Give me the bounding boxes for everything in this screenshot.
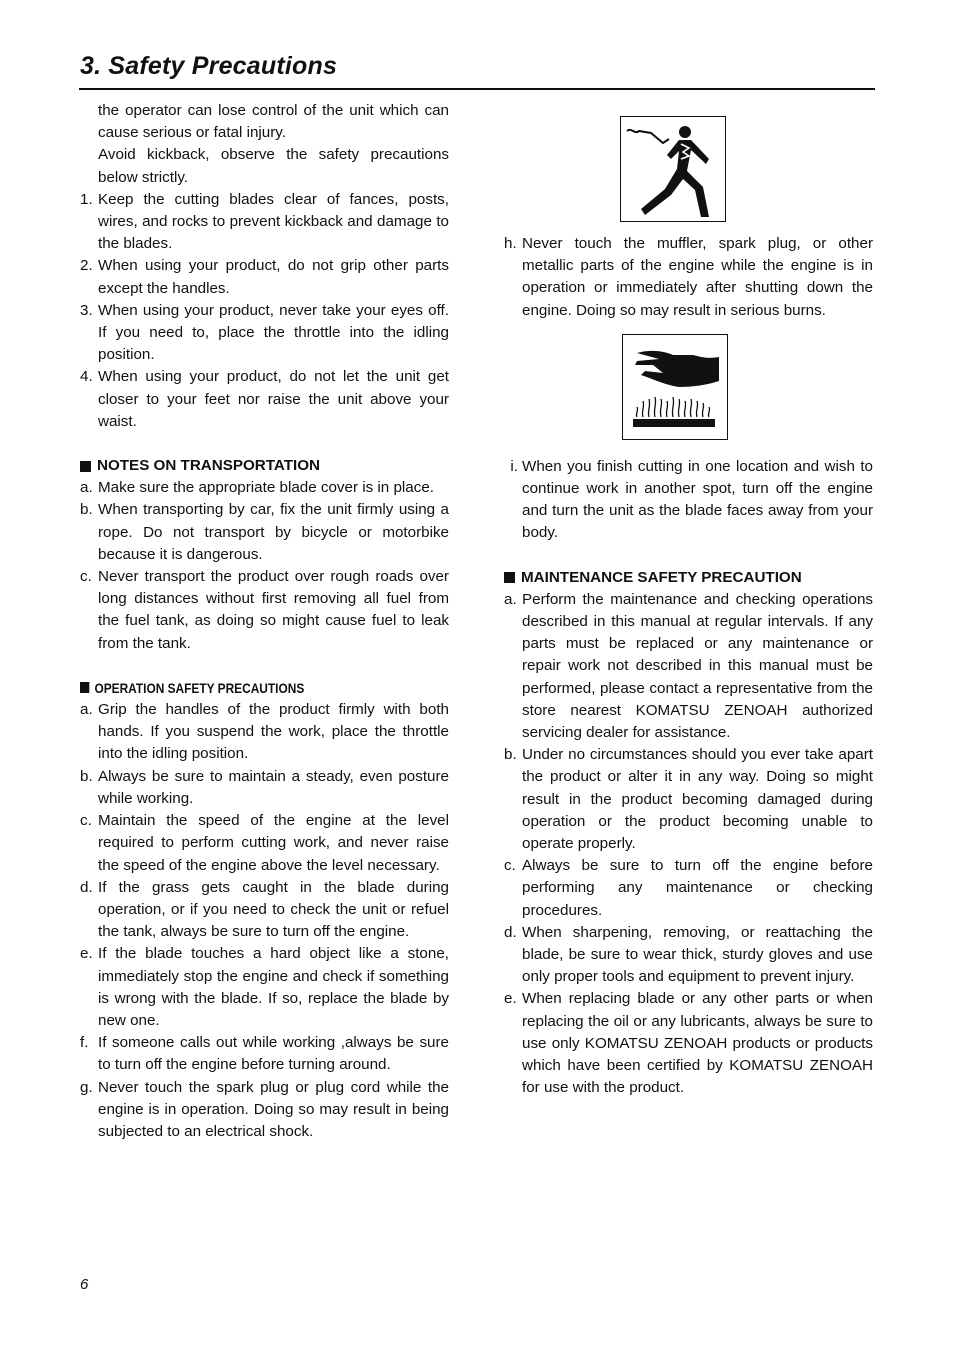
item-marker: b. bbox=[504, 746, 517, 764]
item-i bbox=[504, 456, 873, 545]
right-column bbox=[504, 100, 873, 1100]
item-marker: c. bbox=[80, 812, 92, 830]
item-marker: a. bbox=[80, 479, 93, 497]
item-marker: 3. bbox=[80, 301, 93, 319]
intro-paragraph-2: Avoid kickback, observe the safety precautions below strictly. bbox=[98, 146, 449, 186]
maintenance-item-c bbox=[504, 855, 873, 922]
item-marker: 1. bbox=[80, 190, 93, 208]
maintenance-item-d bbox=[504, 922, 873, 989]
item-text: Make sure the appropriate blade cover is in place. bbox=[98, 479, 435, 497]
transport-heading-text: NOTES ON TRANSPORTATION bbox=[97, 457, 321, 475]
item-marker: 4. bbox=[80, 368, 93, 386]
electric-shock-warning-icon bbox=[620, 116, 726, 222]
item-text: Perform the maintenance and checking operations described in this manual at regular intervals. If any parts must be replaced or any maintenance or repair work not described in this manual must be performed, please contact a representative from the store nearest KOMATSU ZENOAH authorized servicing dealer for assistance. bbox=[522, 590, 873, 742]
item-marker: b. bbox=[80, 767, 93, 785]
page-number: 6 bbox=[80, 1276, 89, 1293]
item-marker: a. bbox=[80, 701, 93, 719]
operation-item-a bbox=[80, 699, 449, 766]
transport-heading bbox=[80, 455, 449, 477]
operation-heading bbox=[80, 677, 394, 699]
operation-heading-text: OPERATION SAFETY PRECAUTIONS bbox=[94, 679, 305, 696]
item-text: When you finish cutting in one location and wish to continue work in another spot, turn off the engine and turn the unit as the blade faces away from your body. bbox=[522, 457, 873, 542]
item-marker: a. bbox=[504, 590, 517, 608]
operation-item-g bbox=[80, 1077, 449, 1144]
item-marker: h. bbox=[504, 235, 517, 252]
page-title: 3. Safety Precautions bbox=[80, 52, 338, 80]
operation-item-d bbox=[80, 877, 449, 944]
item-text: When using your product, do not let the unit get closer to your feet nor raise the unit above your waist. bbox=[98, 368, 449, 430]
operation-item-f bbox=[80, 1032, 449, 1076]
maintenance-item-b bbox=[504, 744, 873, 855]
operation-item-b bbox=[80, 766, 449, 810]
item-marker: 2. bbox=[80, 257, 93, 275]
item-marker: f. bbox=[80, 1034, 89, 1052]
kickback-item-3 bbox=[80, 300, 449, 367]
kickback-item-2 bbox=[80, 255, 449, 299]
item-text: Never touch the muffler, spark plug, or other metallic parts of the engine while the engine is in operation or immediately after shutting down the engine. Doing so may result in serious burns. bbox=[522, 235, 873, 319]
item-marker: g. bbox=[80, 1078, 93, 1096]
item-text: When sharpening, removing, or reattaching the blade, be sure to wear thick, sturdy gloves and use only proper tools and equipment to prevent injury. bbox=[522, 923, 873, 986]
bullet-square-icon bbox=[80, 682, 89, 693]
item-text: Keep the cutting blades clear of fances, posts, wires, and rocks to prevent kickback and damage to the blades. bbox=[98, 190, 449, 253]
left-column bbox=[80, 100, 449, 1143]
item-text: When using your product, do not grip other parts except the handles. bbox=[98, 257, 449, 297]
intro-paragraph-1: the operator can lose control of the unit which can cause serious or fatal injury. bbox=[98, 102, 449, 142]
bullet-square-icon bbox=[504, 572, 515, 583]
item-text: If the blade touches a hard object like a stone, immediately stop the engine and check if something is wrong with the blade. If so, replace the blade by new one. bbox=[98, 945, 449, 1029]
item-marker: e. bbox=[504, 990, 517, 1008]
maintenance-item-a bbox=[504, 589, 873, 744]
header-rule bbox=[79, 88, 875, 90]
maintenance-heading bbox=[504, 567, 873, 589]
hot-surface-warning-icon bbox=[622, 334, 728, 440]
transport-item-a bbox=[80, 477, 449, 499]
item-marker: d. bbox=[80, 878, 93, 896]
item-h bbox=[504, 233, 873, 322]
transport-item-c bbox=[80, 566, 449, 655]
item-marker: c. bbox=[504, 857, 516, 875]
maintenance-heading-text: MAINTENANCE SAFETY PRECAUTION bbox=[521, 568, 802, 586]
bullet-square-icon bbox=[80, 461, 91, 472]
item-marker: e. bbox=[80, 945, 93, 963]
kickback-item-1 bbox=[80, 189, 449, 256]
item-text: When replacing blade or any other parts or when replacing the oil or any lubricants, always be sure to use only KOMATSU ZENOAH products or products which have been certified by KOMATSU ZENOAH for use with the product. bbox=[522, 990, 873, 1097]
operation-item-e bbox=[80, 943, 449, 1032]
item-text: When transporting by car, fix the unit firmly using a rope. Do not transport by bicycle or motorbike because it is dangerous. bbox=[98, 501, 449, 563]
item-marker: c. bbox=[80, 568, 92, 586]
operation-item-c bbox=[80, 810, 449, 877]
item-text: Never touch the spark plug or plug cord while the engine is in operation. Doing so may result in being subjected to an electrical shock. bbox=[98, 1078, 449, 1140]
kickback-item-4 bbox=[80, 366, 449, 433]
item-text: Under no circumstances should you ever take apart the product or alter it in any way. Doing so might result in the product becoming damaged during operation or the product becoming unable to operate properly. bbox=[522, 746, 873, 853]
item-text: If someone calls out while working ,always be sure to turn off the engine before turning around. bbox=[98, 1034, 449, 1074]
transport-item-b bbox=[80, 499, 449, 566]
item-marker: d. bbox=[504, 923, 517, 941]
item-text: Always be sure to turn off the engine before performing any maintenance or checking procedures. bbox=[522, 857, 873, 919]
item-text: Maintain the speed of the engine at the level required to perform cutting work, and never raise the speed of the engine above the level necessary. bbox=[98, 812, 449, 874]
maintenance-item-e bbox=[504, 988, 873, 1099]
item-text: Grip the handles of the product firmly with both hands. If you suspend the work, place the throttle into the idling position. bbox=[98, 701, 449, 763]
item-text: Never transport the product over rough roads over long distances without first removing all fuel from the fuel tank, as doing so might cause fuel to leak from the tank. bbox=[98, 568, 449, 652]
item-text: When using your product, never take your eyes off. If you need to, place the throttle into the idling position. bbox=[98, 301, 449, 364]
item-text: Always be sure to maintain a steady, even posture while working. bbox=[98, 767, 449, 807]
item-marker: i. bbox=[510, 457, 518, 475]
item-marker: b. bbox=[80, 501, 93, 519]
item-text: If the grass gets caught in the blade during operation, or if you need to check the unit or refuel the tank, always be sure to turn off the engine. bbox=[98, 878, 449, 941]
